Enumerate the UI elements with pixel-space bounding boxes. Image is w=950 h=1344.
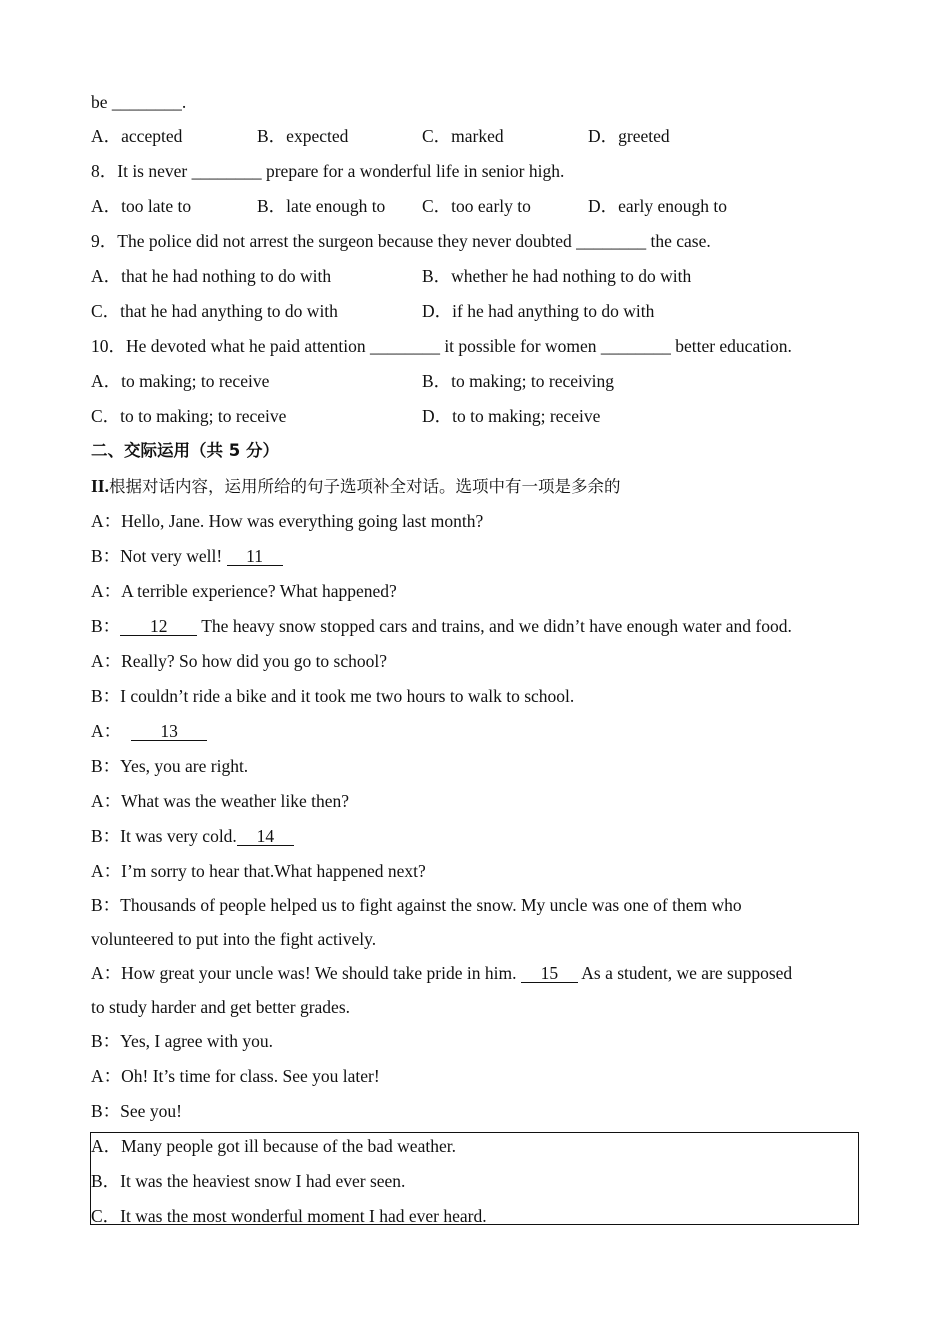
dialogue-line-3: A：A terrible experience? What happened? — [91, 581, 397, 601]
blank-14: 14 — [237, 827, 294, 846]
blank-11: 11 — [227, 547, 283, 566]
section-instruction — [91, 475, 621, 498]
instruction-text: 根据对话内容，运用所给的句子选项补全对话。选项中有一项是多余的 — [109, 477, 621, 496]
box-option-c: C．It was the most wonderful moment I had ever heard. — [91, 1206, 487, 1226]
dialogue-line-12a: B：Thousands of people helped us to fight against the snow. My uncle was one of them who — [91, 895, 742, 915]
q8-option-d: D．early enough to — [588, 196, 727, 216]
dialogue-line-15: A：Oh! It’s time for class. See you later! — [91, 1066, 380, 1086]
dialogue-line-13-text: A：How great your uncle was! We should take pride in him. — [91, 963, 521, 983]
blank-13: 13 — [131, 722, 207, 741]
q9-option-d: D．if he had anything to do with — [422, 301, 655, 321]
dialogue-line-13b: to study harder and get better grades. — [91, 997, 351, 1017]
q9-option-b: B．whether he had nothing to do with — [422, 266, 692, 286]
q8-option-c: C．too early to — [422, 196, 531, 216]
dialogue-line-10-text: B：It was very cold. — [91, 826, 237, 846]
q7-option-a: A．accepted — [91, 126, 183, 146]
dialogue-line-13-tail: As a student, we are supposed — [577, 963, 793, 983]
instruction-number: II. — [91, 476, 109, 496]
dialogue-line-6: B：I couldn’t ride a bike and it took me two hours to walk to school. — [91, 686, 575, 706]
box-option-a: A．Many people got ill because of the bad weather. — [91, 1136, 456, 1156]
q10-option-d: D．to to making; receive — [422, 406, 601, 426]
q7-option-b: B．expected — [257, 126, 349, 146]
dialogue-line-10 — [91, 825, 294, 847]
dialogue-line-4 — [91, 615, 792, 637]
dialogue-line-7-speaker: A： — [91, 721, 122, 741]
dialogue-line-11: A：I’m sorry to hear that.What happened next? — [91, 861, 426, 881]
q7-option-d: D．greeted — [588, 126, 670, 146]
dialogue-line-14: B：Yes, I agree with you. — [91, 1031, 273, 1051]
q10-option-a: A．to making; to receive — [91, 371, 270, 391]
dialogue-line-12b: volunteered to put into the fight actively. — [91, 929, 377, 949]
q8-option-a: A．too late to — [91, 196, 192, 216]
box-option-b: B．It was the heaviest snow I had ever seen. — [91, 1171, 406, 1191]
blank-12: 12 — [120, 617, 197, 636]
dialogue-line-1: A：Hello, Jane. How was everything going last month? — [91, 511, 484, 531]
dialogue-line-2-text: B：Not very well! — [91, 546, 227, 566]
q10-option-b: B．to making; to receiving — [422, 371, 614, 391]
q10-option-c: C．to to making; to receive — [91, 406, 287, 426]
q8-stem: 8．It is never ________ prepare for a wonderful life in senior high. — [91, 161, 565, 181]
dialogue-line-2 — [91, 545, 283, 567]
q8-option-b: B．late enough to — [257, 196, 386, 216]
dialogue-line-9: A：What was the weather like then? — [91, 791, 350, 811]
q9-option-c: C．that he had anything to do with — [91, 301, 338, 321]
q7-option-c: C．marked — [422, 126, 504, 146]
q9-option-a: A．that he had nothing to do with — [91, 266, 332, 286]
answer-options-box — [90, 1132, 859, 1225]
blank-15: 15 — [521, 964, 578, 983]
q7-stem-tail: be ________. — [91, 92, 187, 112]
section-heading: 二、交际运用（共 5 分） — [91, 441, 279, 460]
dialogue-line-5: A：Really? So how did you go to school? — [91, 651, 388, 671]
dialogue-line-13 — [91, 962, 792, 984]
q10-stem: 10．He devoted what he paid attention ________ it possible for women ________ better education. — [91, 336, 792, 356]
dialogue-line-4-text: The heavy snow stopped cars and trains, and we didn’t have enough water and food. — [197, 616, 792, 636]
dialogue-line-16: B：See you! — [91, 1101, 182, 1121]
dialogue-line-8: B：Yes, you are right. — [91, 756, 249, 776]
dialogue-line-7 — [91, 720, 207, 742]
dialogue-line-4-speaker: B： — [91, 616, 121, 636]
q9-stem: 9．The police did not arrest the surgeon because they never doubted ________ the case. — [91, 231, 711, 251]
